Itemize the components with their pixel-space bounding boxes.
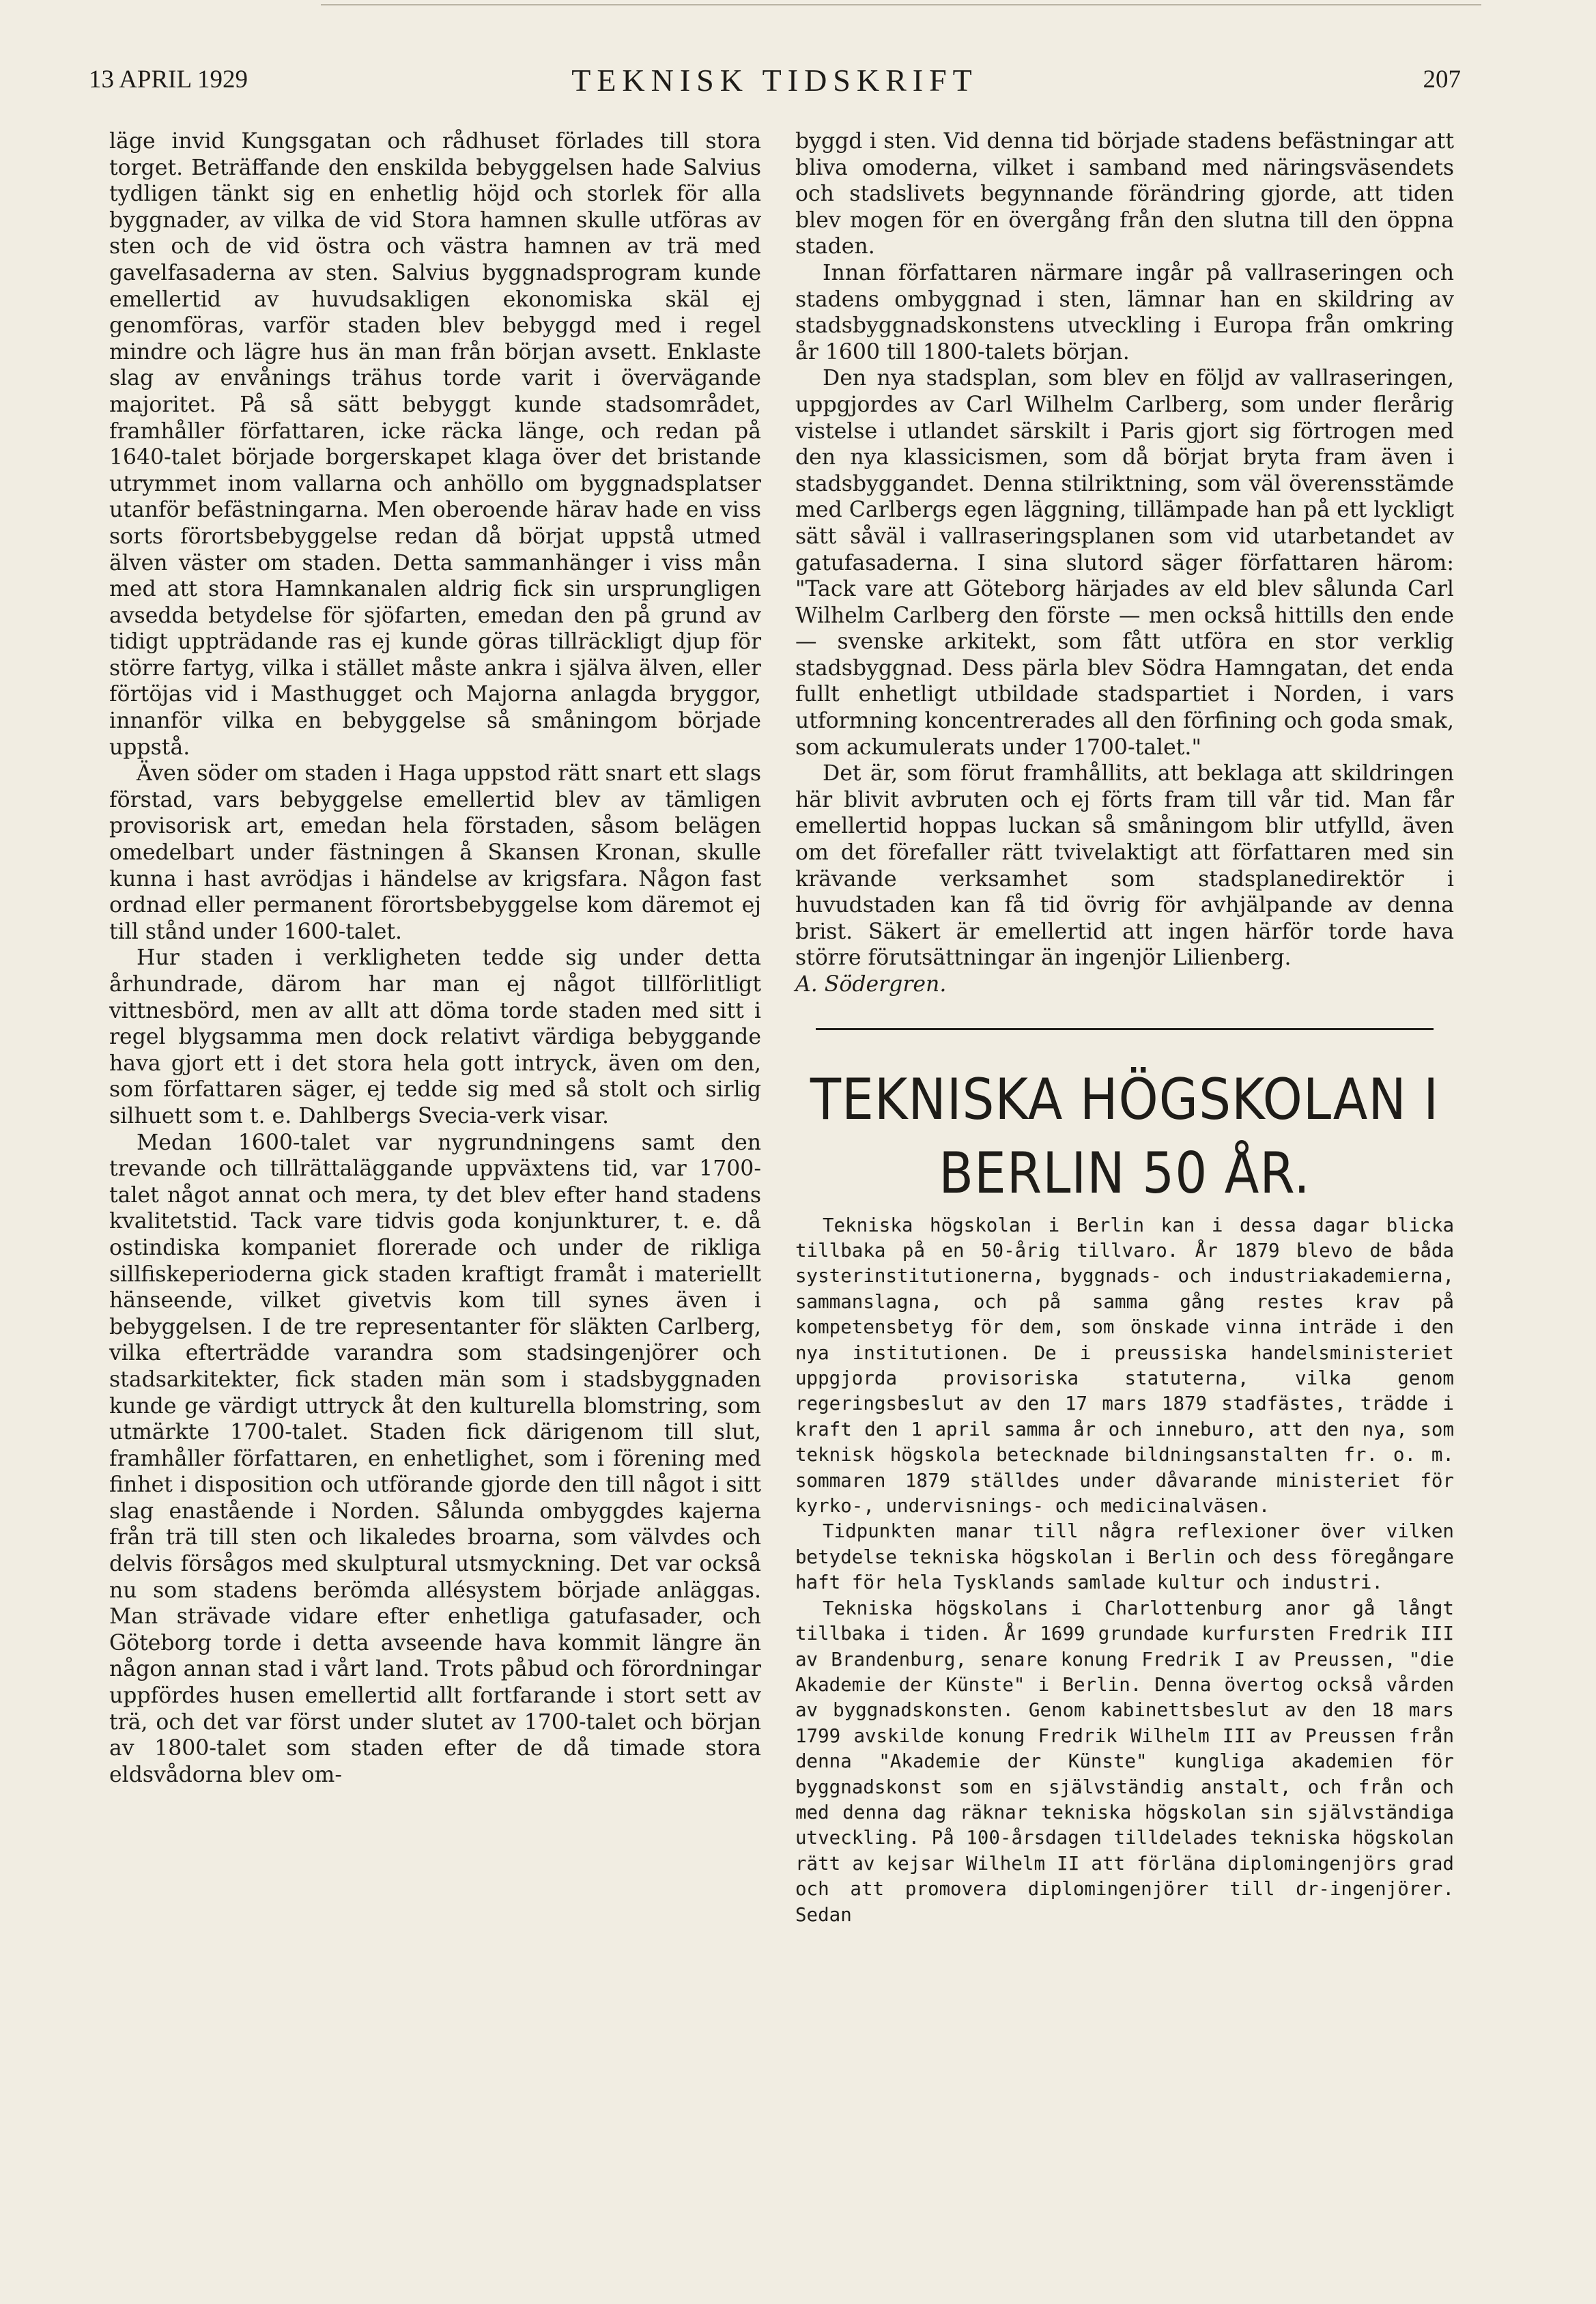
article-paragraph: Tekniska högskolan i Berlin kan i dessa dagar blicka tillbaka på en 50-årig tillvaro. År 1879 blevo de båda systerinstitutionerna, byggnads- och industriakademierna, sammanslagna, och på samma gång restes krav på kompetensbetyg för dem, som önskade vinna inträde i den nya institutionen. De i preussiska handelsministeriet uppgjorda provisoriska statuterna, vilka genom regeringsbeslut av den 17 mars 1879 stadfästes, trädde i kraft den 1 april samma år och inneburo, att den nya, som teknisk högskola betecknade bildningsanstalten fr. o. m. sommaren 1879 ställdes under dåvarande ministeriet för kyrko-, undervisnings- och medicinalväsen. <box>795 1214 1454 1518</box>
page-number: 207 <box>1423 66 1461 94</box>
article-berlin <box>795 1066 1454 1928</box>
headline-line: TEKNISKA HÖGSKOLAN I <box>810 1066 1440 1133</box>
paragraph: Även söder om staden i Haga uppstod rätt snart ett slags förstad, vars bebyggelse emellertid blev av tämligen provisorisk art, emedan hela förstaden, såsom belägen omedelbart under fästningen å Skansen Kronan, skulle kunna i hast avrödjas i händelse av krigsfara. Någon fast ordnad eller permanent förortsbebyggelse kom däremot ej till stånd under 1600-talet. <box>109 761 761 944</box>
issue-date: 13 APRIL 1929 <box>89 66 248 94</box>
section-divider <box>816 1028 1434 1030</box>
paragraph: Hur staden i verkligheten tedde sig under detta århundrade, därom har man ej något tillförlitligt vittnesbörd, men av allt att döma torde staden med sitt i regel blygsamma men dock relativt värdiga bebyggande hava gjort ett i det stora hela gott intryck, även om den, som författaren säger, ej tedde sig med så stolt och sirlig silhuett som t. e. Dahlbergs Svecia-verk visar. <box>109 945 761 1128</box>
article-paragraph: Tidpunkten manar till några reflexioner över vilken betydelse tekniska högskolan i Berlin och dess föregångare haft för hela Tysklands samlade kultur och industri. <box>795 1520 1454 1594</box>
article-headline <box>795 1063 1454 1210</box>
paragraph: byggd i sten. Vid denna tid började stadens befästningar att bliva omoderna, vilket i samband med näringsväsendets och stadslivets begynnande förändring gjorde, att tiden blev mogen för en övergång från den slutna till den öppna staden. <box>795 129 1454 259</box>
journal-title: TEKNISK TIDSKRIFT <box>571 63 978 98</box>
running-header <box>89 65 1461 106</box>
paragraph: läge invid Kungsgatan och rådhuset förlades till stora torget. Beträffande den enskilda bebyggelsen hade Salvius tydligen tänkt sig en enhetlig höjd och storlek för alla byggnader, av vilka de vid Stora hamnen skulle utföras av sten och de vid östra och västra hamnen av trä med gavelfasaderna av sten. Salvius byggnadsprogram kunde emellertid av huvudsakligen ekonomiska skäl ej genomföras, varför staden blev bebyggd med i regel mindre och lägre hus än man från början avsett. Enklaste slag av envånings trähus torde varit i övervägande majoritet. På så sätt bebyggt kunde stadsområdet, framhåller författaren, icke räcka länge, och redan på 1640-talet började borgerskapet klaga över det bristande utrymmet inom vallarna och anhöllo om byggnadsplatser utanför befästningarna. Men oberoende härav hade en viss sorts förortsbebyggelse redan då börjat uppstå utmed älven väster om staden. Detta sammanhänger i viss mån med att stora Hamnkanalen aldrig fick sin ursprungligen avsedda betydelse för sjöfarten, emedan den på grund av tidigt uppträdande ras ej kunde göras tillräckligt djup för större fartyg, vilka i stället måste ankra i själva älven, eller förtöjas vid i Masthugget och Majorna anlagda bryggor, innanför vilka en bebyggelse så småningom började uppstå. <box>109 129 761 760</box>
left-column <box>109 128 761 1788</box>
right-column <box>795 128 1454 1928</box>
paragraph: Det är, som förut framhållits, att beklaga att skildringen här blivit avbruten och ej förts fram till vår tid. Man får emellertid hoppas luckan så småningom blir utfylld, även om det förefaller rätt tvivelaktigt att författaren med sin krävande verksamhet som stadsplanedirektör i huvudstaden kan få tid övrig för avhjälpande av denna brist. Säkert är emellertid att ingen härför torde hava större förutsättningar än ingenjör Lilienberg. <box>795 761 1454 971</box>
paragraph: Medan 1600-talet var nygrundningens samt den trevande och tillrättaläggande uppväxtens tid, var 1700-talet något annat och mera, ty det blev efter hand stadens kvalitetstid. Tack vare tidvis goda konjunkturer, t. e. då ostindiska kompaniet florerade och under de rikliga sillfiskeperioderna gick staden kraftigt framåt i materiellt hänseende, vilket givetvis kom till synes även i bebyggelsen. I de tre representanter för släkten Carlberg, vilka efterträdde varandra som stadsingenjörer och stadsarkitekter, fick staden män som i stadsbyggnaden kunde ge värdigt uttryck åt den kulturella blomstring, som utmärkte 1700-talet. Staden fick därigenom till slut, framhåller författaren, en enhetlighet, som i förening med finhet i disposition och utförande gjorde den till något i sitt slag enastående i Norden. Sålunda ombyggdes kajerna från trä till sten och likaledes broarna, som välvdes och delvis försågos med skulptural utsmyckning. Det var också nu som stadens berömda allésystem började anläggas. Man strävade vidare efter enhetliga gatufasader, och Göteborg torde i detta avseende hava kommit längre än någon annan stad i vårt land. Trots påbud och förordningar uppfördes husen emellertid allt fortfarande i stort sett av trä, och det var först under slutet av 1700-talet och början av 1800-talet som staden efter de då timade stora eldsvådorna blev om- <box>109 1130 761 1787</box>
top-edge-line <box>321 4 1481 5</box>
paragraph: Den nya stadsplan, som blev en följd av vallraseringen, uppgjordes av Carl Wilhelm Carlberg, som under flerårig vistelse i utlandet särskilt i Paris gjort sig förtrogen med den nya klassicismen, som då börjat bryta fram även i stadsbyggandet. Denna stilriktning, som väl överensstämde med Carlbergs egen läggning, tillämpade han på ett lyckligt sätt såväl i vallraseringsplanen som vid utarbetandet av gatufasaderna. I sina slutord säger författaren härom: "Tack vare att Göteborg härjades av eld blev sålunda Carl Wilhelm Carlberg den förste — men också hittills den ende — svenske arkitekt, som fått utföra en stor verklig stadsbyggnad. Dess pärla blev Södra Hamngatan, det enda fullt enhetligt utbildade stadspartiet i Norden, i vars utformning koncentrerades all den förfining och goda smak, som ackumulerats under 1700-talet." <box>795 366 1454 760</box>
author-signature: A. Södergren. <box>795 972 947 997</box>
article-paragraph: Tekniska högskolans i Charlottenburg anor gå långt tillbaka i tiden. År 1699 grundade kurfursten Fredrik III av Brandenburg, senare konung Fredrik I av Preussen, "die Akademie der Künste" i Berlin. Denna övertog också vården av byggnadskonsten. Genom kabinettsbeslut av den 18 mars 1799 avskilde konung Fredrik Wilhelm III av Preussen från denna "Akademie der Künste" kungliga akademien för byggnadskonst som en självständig anstalt, och från och med denna dag räknar tekniska högskolan sin självständiga utveckling. På 100-årsdagen tilldelades tekniska högskolan rätt av kejsar Wilhelm II att förläna diplomingenjörs grad och att promovera diplomingenjörer till dr-ingenjörer. Sedan <box>795 1597 1454 1926</box>
paragraph: Innan författaren närmare ingår på vallraseringen och stadens ombyggnad i sten, lämnar han en skildring av stadsbyggnadskonstens utveckling i Europa från omkring år 1600 till 1800-talets början. <box>795 260 1454 365</box>
headline-line: BERLIN 50 ÅR. <box>939 1140 1311 1206</box>
